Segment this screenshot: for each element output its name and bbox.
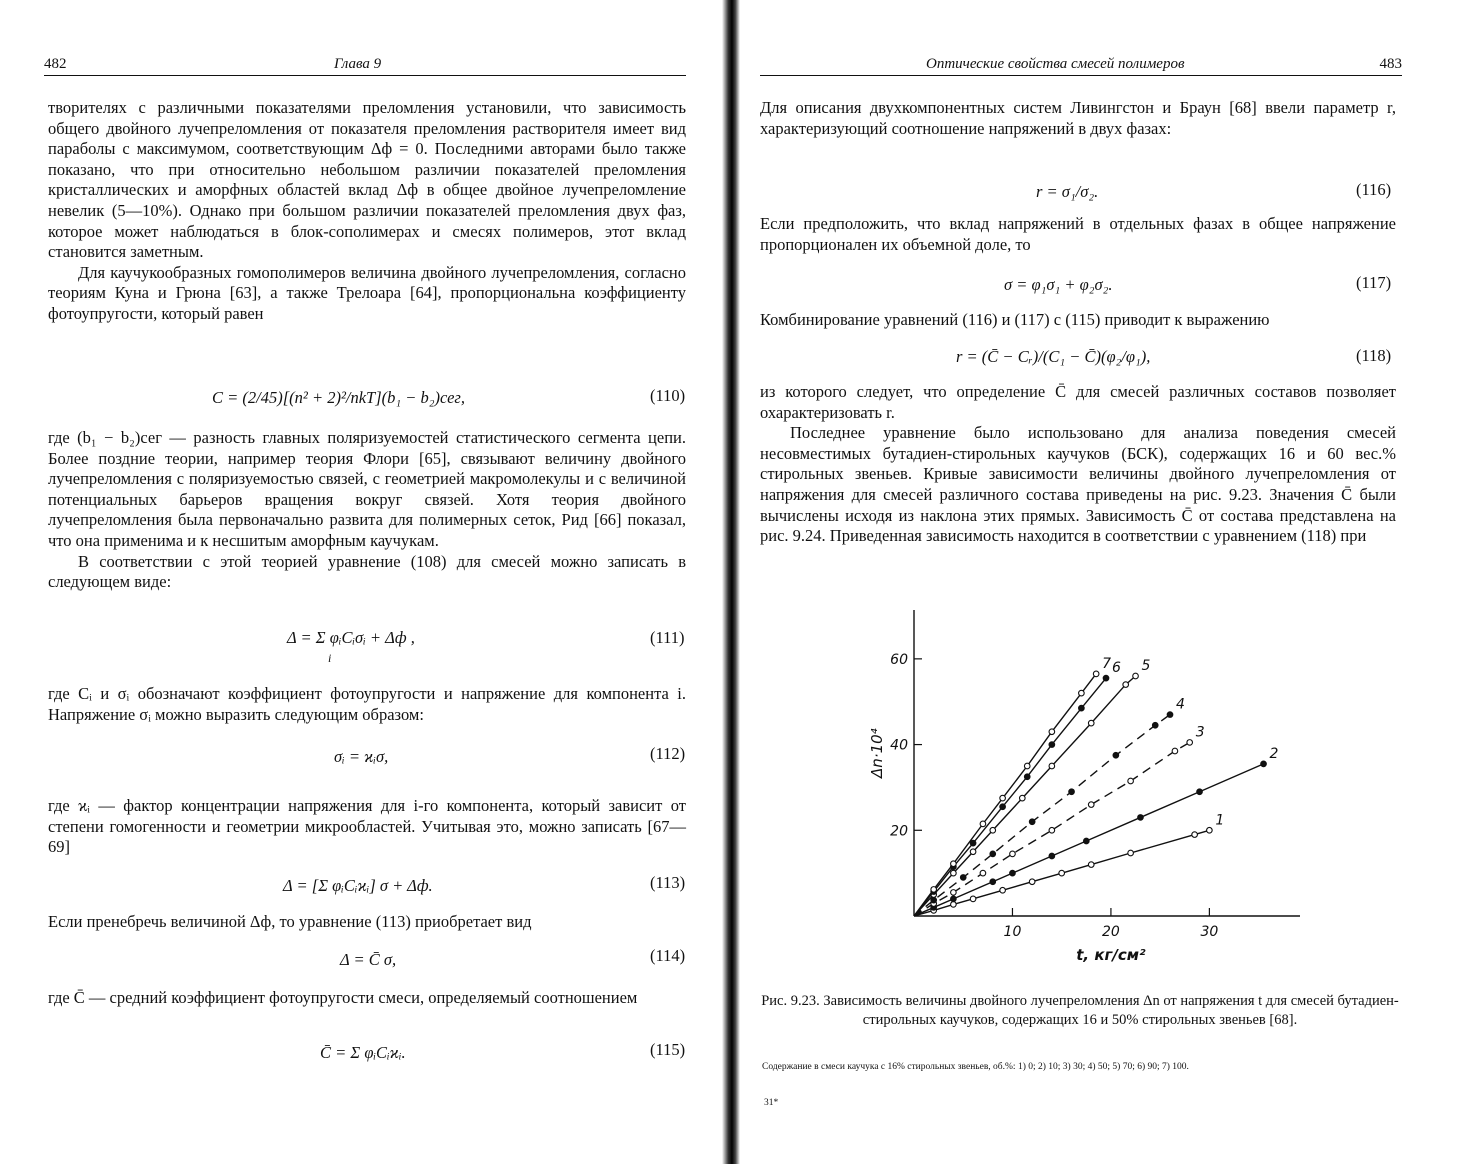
data-point <box>970 840 976 846</box>
data-point <box>1049 763 1055 769</box>
data-point <box>1123 682 1129 688</box>
right-text-3 <box>760 310 1396 331</box>
data-point <box>1088 802 1094 808</box>
x-tick-label: 30 <box>1200 924 1219 940</box>
data-point <box>1103 675 1109 681</box>
data-point <box>1000 804 1006 810</box>
equation-114: Δ = C̄ σ, <box>340 950 397 969</box>
series-label: 4 <box>1176 696 1185 713</box>
equation-115: C̄ = Σ φᵢCᵢϰᵢ. <box>320 1043 406 1062</box>
equation-114-number: (114) <box>650 946 686 965</box>
x-tick-label: 20 <box>1102 924 1120 940</box>
data-point <box>1192 832 1198 838</box>
data-point <box>1187 740 1193 746</box>
right-page <box>740 0 1459 1164</box>
left-page-number: 482 <box>44 56 67 72</box>
data-point <box>1000 795 1006 801</box>
right-text-1 <box>760 98 1396 139</box>
data-point <box>1069 789 1075 795</box>
equation-110-number: (110) <box>650 386 686 405</box>
data-point <box>931 897 937 903</box>
paragraph: творителях с различными показателями преломления установили, что зависимость общего двойного лучепреломления от показателя преломления растворителя имеет вид параболы с максимумом, соответствующим Δф = 0. Последними авторами было также показано, что при относительно небольшом различии показателей преломления кристаллических и аморфных областей вклад Δф в общее двойное лучепреломление невелик (5—10%). Однако при большом различии показателей преломления двух фаз, которое может наблюдаться в блок-сополимерах и смесях полимеров, этот вклад становится заметным. <box>48 98 686 262</box>
series-label: 2 <box>1269 745 1279 762</box>
data-point <box>1020 795 1026 801</box>
data-point <box>951 890 957 896</box>
left-text-2 <box>48 428 686 593</box>
data-point <box>1000 887 1006 893</box>
data-point <box>1093 671 1099 677</box>
data-point <box>1128 850 1134 856</box>
data-point <box>980 821 986 827</box>
equation-115-number: (115) <box>650 1040 686 1059</box>
y-tick-label: 20 <box>890 823 908 840</box>
right-page-number: 483 <box>1379 56 1402 72</box>
figure-note: Содержание в смеси каучука с 16% стирольных звеньев, об.%: 1) 0; 2) 10; 3) 30; 4) 50; 5) 70; 6) 90; 7) 100. <box>762 1062 1189 1072</box>
data-point <box>1024 763 1030 769</box>
data-point <box>990 827 996 833</box>
equation-111-number: (111) <box>650 628 685 647</box>
left-text-4 <box>48 796 686 858</box>
data-point <box>1010 870 1016 876</box>
data-point <box>951 902 957 908</box>
y-axis-label: Δn·10⁴ <box>868 728 886 778</box>
data-point <box>1079 705 1085 711</box>
data-point <box>970 896 976 902</box>
book-gutter <box>722 0 740 1164</box>
equation-113-number: (113) <box>650 873 686 892</box>
left-running-head <box>44 56 686 76</box>
data-point <box>1049 729 1055 735</box>
y-tick-label: 60 <box>890 651 908 668</box>
series-label: 3 <box>1195 724 1205 741</box>
right-running-title: Оптические свойства смесей полимеров <box>926 56 1185 72</box>
data-point <box>1079 690 1085 696</box>
x-tick-label: 10 <box>1003 924 1022 940</box>
paragraph: где ϰᵢ — фактор концентрации напряжения для i-го компонента, который зависит от степени гомогенности и геометрии микрообластей. Учитывая это, можно записать [67—69] <box>48 796 686 857</box>
equation-113: Δ = [Σ φᵢCᵢϰᵢ] σ + Δф. <box>283 876 433 895</box>
left-text-3 <box>48 684 686 725</box>
paragraph: где Cᵢ и σᵢ обозначают коэффициент фотоупругости и напряжение для компонента i. Напряжение σᵢ можно выразить следующим образом: <box>48 684 686 724</box>
data-point <box>1049 853 1055 859</box>
right-text-4 <box>760 382 1396 547</box>
signature-mark: 31* <box>764 1098 779 1108</box>
paragraph: Если предположить, что вклад напряжений в отдельных фазах в общее напряжение пропорционален их объемной доле, то <box>760 214 1396 254</box>
left-text-6 <box>48 988 686 1009</box>
left-text-1 <box>48 98 686 325</box>
data-point <box>951 896 957 902</box>
data-point <box>1113 752 1119 758</box>
data-point <box>1029 879 1035 885</box>
paragraph: Для описания двухкомпонентных систем Ливингстон и Браун [68] ввели параметр r, характеризующий соотношение напряжений в двух фазах: <box>760 98 1396 138</box>
equation-116-number: (116) <box>1356 180 1392 199</box>
data-point <box>1261 761 1267 767</box>
data-point <box>1059 870 1065 876</box>
equation-118-number: (118) <box>1356 346 1392 365</box>
data-point <box>970 849 976 855</box>
series-line-6 <box>914 678 1106 916</box>
series-label: 7 <box>1102 655 1112 672</box>
series-label: 1 <box>1215 812 1225 829</box>
series-label: 6 <box>1112 660 1121 677</box>
data-point <box>1088 862 1094 868</box>
data-point <box>1010 851 1016 857</box>
data-point <box>1172 748 1178 754</box>
data-point <box>1197 789 1203 795</box>
paragraph: Если пренебречь величиной Δф, то уравнение (113) приобретает вид <box>48 912 532 931</box>
equation-112: σᵢ = ϰᵢσ, <box>334 747 389 766</box>
paragraph: из которого следует, что определение C̄ для смесей различных составов позволяет охарактеризовать r. <box>760 382 1396 422</box>
data-point <box>990 851 996 857</box>
equation-111: Δ = Σ φᵢCᵢσᵢ + Δф , <box>287 628 415 647</box>
equation-111-subscript: i <box>328 651 332 665</box>
paragraph: Комбинирование уравнений (116) и (117) с (115) приводит к выражению <box>760 310 1270 329</box>
data-point <box>1152 722 1158 728</box>
equation-112-number: (112) <box>650 744 686 763</box>
left-running-title: Глава 9 <box>334 56 382 72</box>
data-point <box>951 861 957 867</box>
right-running-head <box>760 56 1402 76</box>
data-point <box>980 870 986 876</box>
equation-116: r = σ₁/σ₂. <box>1036 182 1099 201</box>
data-point <box>1029 819 1035 825</box>
data-point <box>990 879 996 885</box>
data-point <box>1133 673 1139 679</box>
data-point <box>1084 838 1090 844</box>
equation-118: r = (C̄ − Cᵣ)/(C₁ − C̄)(φ₂/φ₁), <box>956 347 1151 366</box>
figure-caption: Рис. 9.23. Зависимость величины двойного лучепреломления Δn от напряжения t для смесей бутадиен-стирольных каучуков, содержащих 16 и 50% стирольных звеньев [68]. <box>761 993 1399 1028</box>
data-point <box>1207 827 1213 833</box>
series-label: 5 <box>1141 658 1151 674</box>
equation-117: σ = φ₁σ₁ + φ₂σ₂. <box>1004 275 1113 294</box>
data-point <box>960 875 966 881</box>
y-tick-label: 40 <box>890 737 908 754</box>
equation-110: C = (2/45)[(n² + 2)²/nkT](b₁ − b₂)сег, <box>212 388 465 407</box>
paragraph: где (b₁ − b₂)сег — разность главных поляризуемостей статистического сегмента цепи. Более поздние теории, например теория Флори [65], связывают величину двойного лучепреломления с поляризуемостью связей, с геометрией макромолекулы и с величиной потенциальных барьеров вращения вокруг связей. Хотя теория двойного лучепреломления была первоначально развита для полимерных сеток, Рид [66] показал, что она применима и к несшитым аморфным каучукам. <box>48 428 686 550</box>
data-point <box>951 870 957 876</box>
series-line-7 <box>914 674 1096 916</box>
data-point <box>1128 778 1134 784</box>
data-point <box>1088 720 1094 726</box>
left-page <box>0 0 720 1164</box>
paragraph: где C̄ — средний коэффициент фотоупругости смеси, определяемый соотношением <box>48 988 638 1007</box>
paragraph: Последнее уравнение было использовано для анализа поведения смесей несовместимых бутадиен-стирольных каучуков (БСК), содержащих 16 и 60 вес.% стирольных звеньев. Кривые зависимости величины двойного лучепреломления от напряжения для смесей различного состава приведены на рис. 9.23. Значения C̄ были вычислены исходя из наклона этих прямых. Зависимость C̄ от состава представлена на рис. 9.24. Приведенная зависимость находится в соответствии с уравнением (118) при <box>760 423 1396 546</box>
left-text-5 <box>48 912 686 933</box>
data-point <box>1167 712 1173 718</box>
x-axis-label: t, кг/см² <box>1076 946 1146 964</box>
data-point <box>1138 815 1144 821</box>
equation-117-number: (117) <box>1356 273 1392 292</box>
data-point <box>931 887 937 893</box>
right-text-2 <box>760 214 1396 255</box>
data-point <box>1049 827 1055 833</box>
data-point <box>1049 742 1055 748</box>
paragraph: Для каучукообразных гомополимеров величина двойного лучепреломления, согласно теориям Куна и Грюна [63], а также Трелоара [64], пропорциональна коэффициенту фотоупругости, который равен <box>48 262 686 323</box>
birefringence-chart <box>860 610 1300 970</box>
paragraph: В соответствии с этой теорией уравнение (108) для смесей можно записать в следующем виде: <box>48 551 686 592</box>
data-point <box>1024 774 1030 780</box>
